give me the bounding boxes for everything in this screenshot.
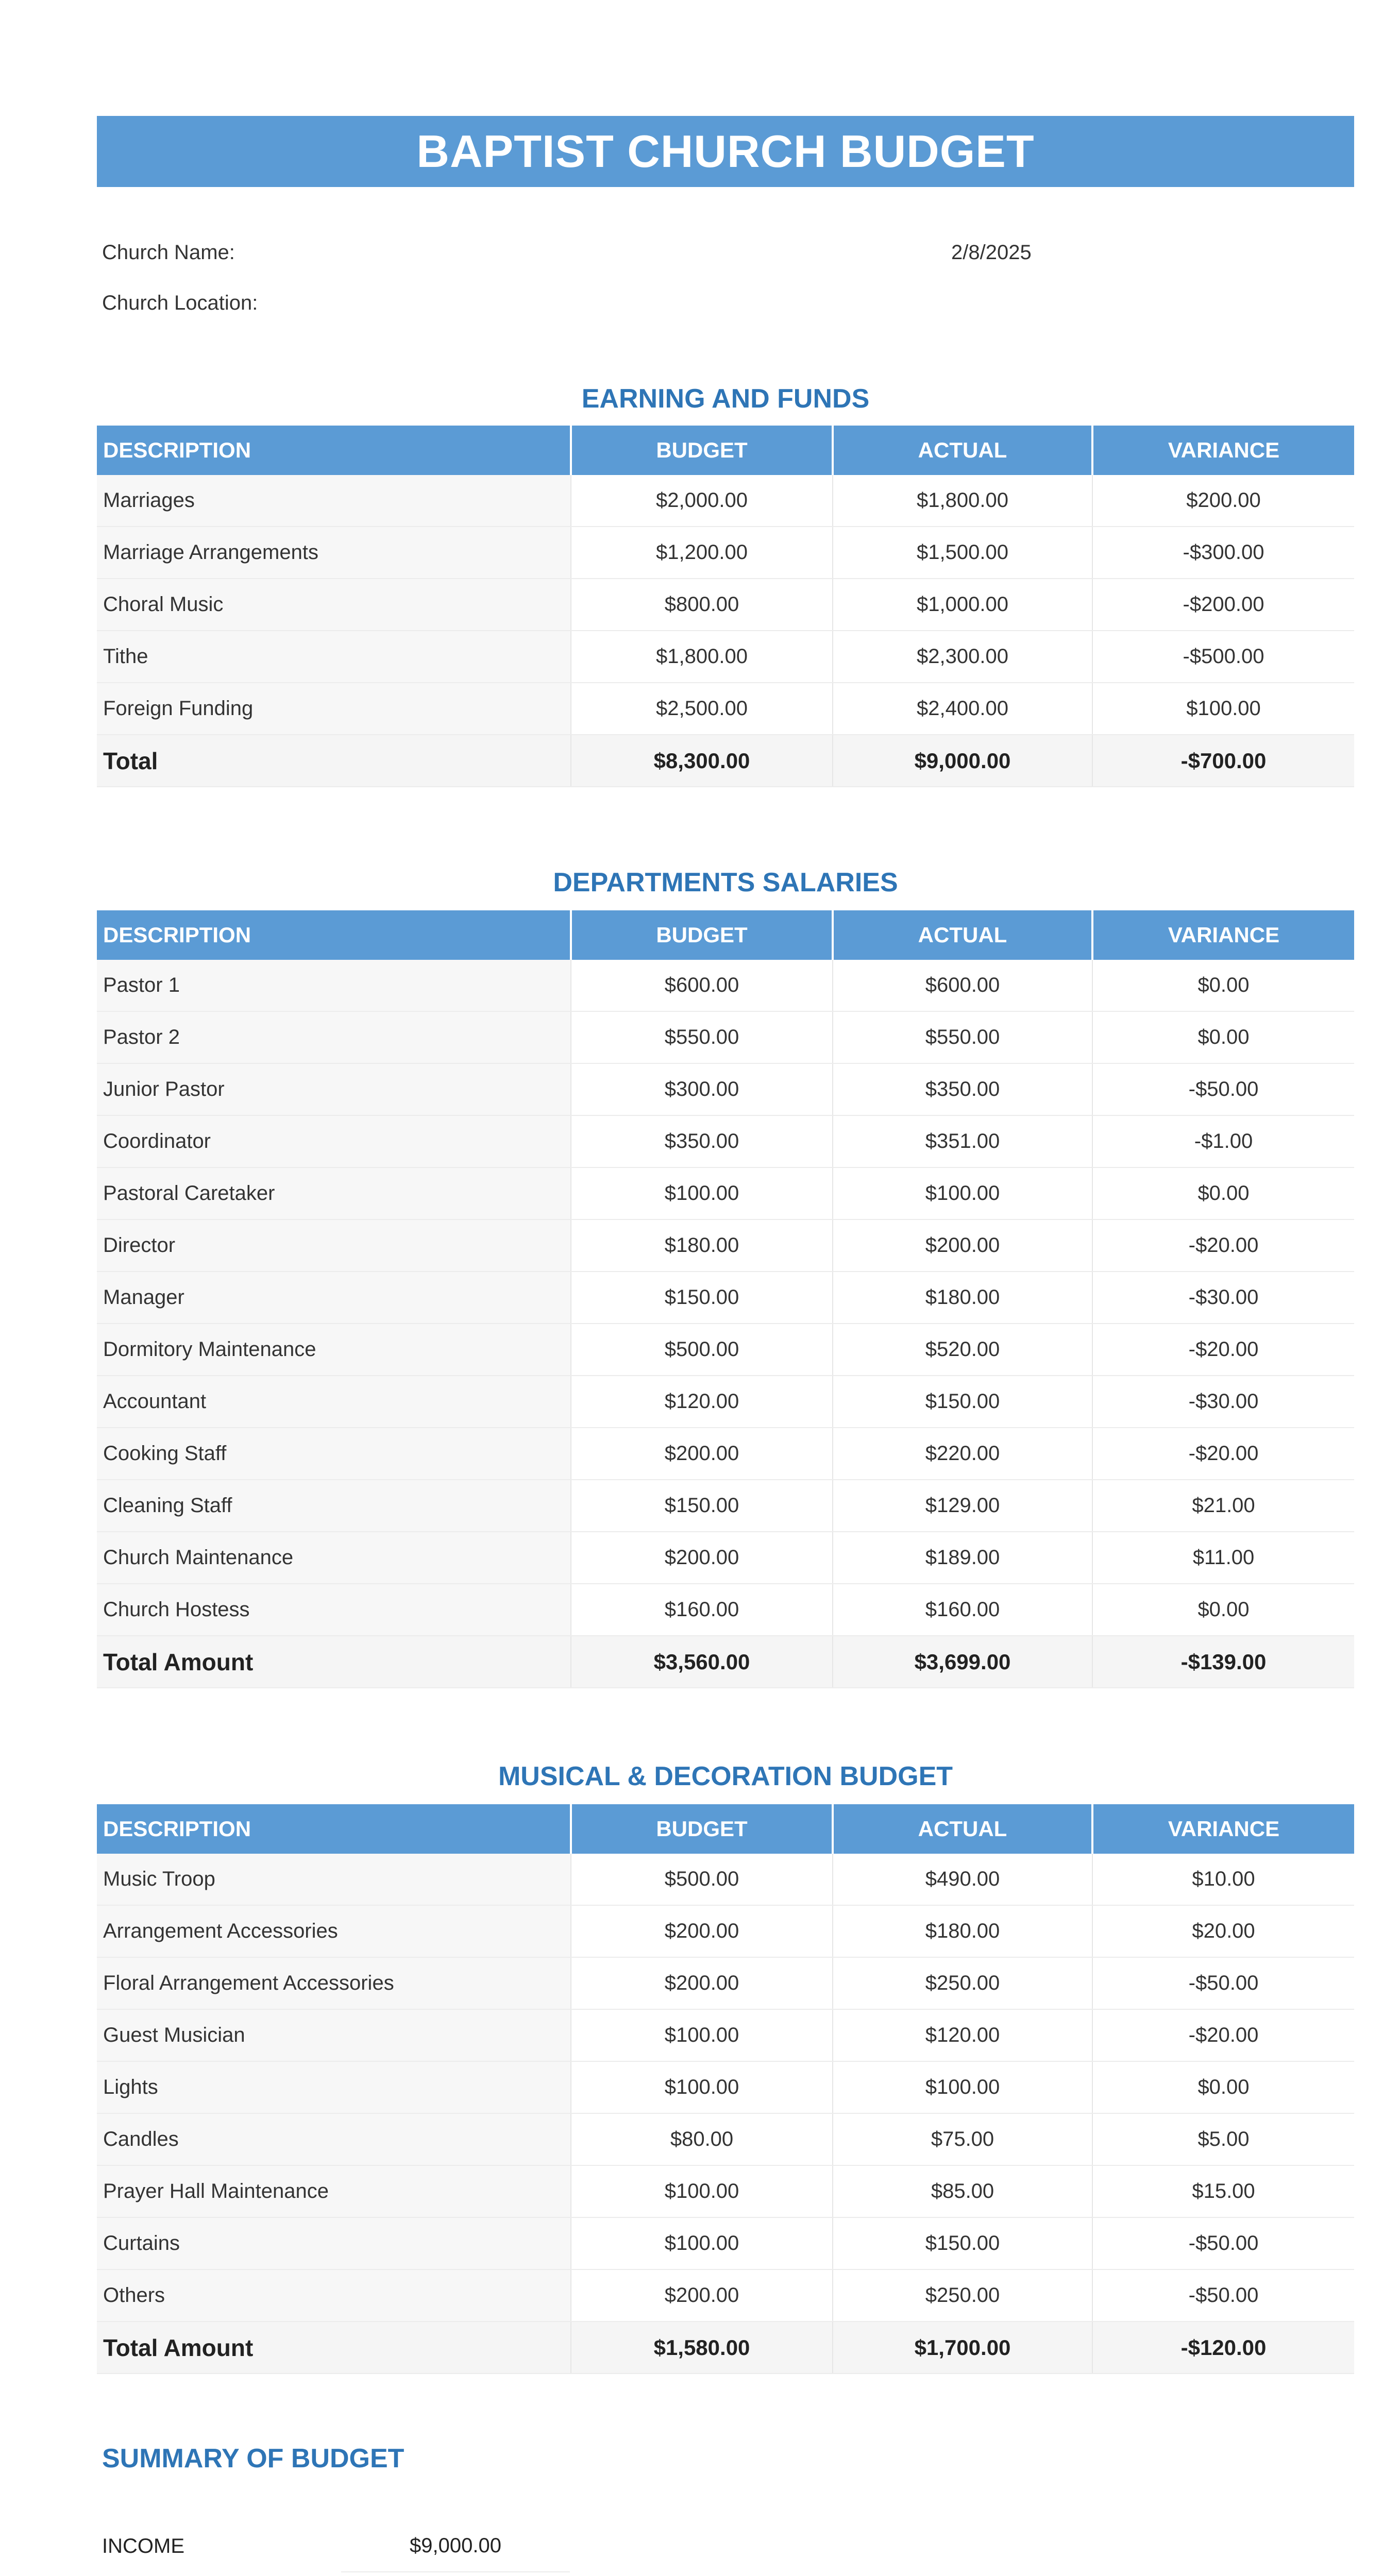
cell-actual: $1,800.00 bbox=[833, 475, 1092, 527]
column-header-description: DESCRIPTION bbox=[97, 1804, 571, 1854]
page-title: BAPTIST CHURCH BUDGET bbox=[97, 116, 1354, 187]
budget-date: 2/8/2025 bbox=[951, 241, 1032, 264]
column-header-budget: BUDGET bbox=[571, 426, 833, 475]
cell-actual: $129.00 bbox=[833, 1480, 1092, 1532]
cell-actual: $180.00 bbox=[833, 1905, 1092, 1957]
summary-section-title: SUMMARY OF BUDGET bbox=[102, 2444, 404, 2473]
cell-budget: $100.00 bbox=[571, 2217, 833, 2269]
church-name-label: Church Name: bbox=[102, 241, 235, 264]
cell-variance: $0.00 bbox=[1092, 1011, 1354, 1063]
salaries-row bbox=[97, 1272, 1354, 1324]
cell-description: Guest Musician bbox=[97, 2009, 571, 2061]
cell-budget: $1,200.00 bbox=[571, 527, 833, 579]
salaries-row bbox=[97, 1324, 1354, 1376]
cell-variance: $15.00 bbox=[1092, 2165, 1354, 2217]
cell-description: Pastoral Caretaker bbox=[97, 1167, 571, 1219]
earnings-row bbox=[97, 579, 1354, 631]
summary-label: INCOME bbox=[102, 2534, 184, 2557]
cell-variance: $0.00 bbox=[1092, 960, 1354, 1011]
cell-variance: -$500.00 bbox=[1092, 631, 1354, 683]
summary-label bbox=[102, 2572, 341, 2576]
cell-budget: $200.00 bbox=[571, 1905, 833, 1957]
musical-row bbox=[97, 2113, 1354, 2165]
column-header-variance: VARIANCE bbox=[1092, 1804, 1354, 1854]
cell-budget: $150.00 bbox=[571, 1480, 833, 1532]
cell-description: Pastor 2 bbox=[97, 1011, 571, 1063]
cell-description: Dormitory Maintenance bbox=[97, 1324, 571, 1376]
cell-variance: -$20.00 bbox=[1092, 1219, 1354, 1272]
cell-variance: $10.00 bbox=[1092, 1854, 1354, 1905]
cell-variance: $0.00 bbox=[1092, 1167, 1354, 1219]
cell-description: Cooking Staff bbox=[97, 1428, 571, 1480]
cell-actual: $220.00 bbox=[833, 1428, 1092, 1480]
total-budget: $8,300.00 bbox=[571, 735, 833, 787]
summary-table bbox=[102, 2520, 570, 2576]
cell-actual: $189.00 bbox=[833, 1532, 1092, 1584]
salaries-section-title: DEPARTMENTS SALARIES bbox=[553, 868, 898, 897]
cell-actual: $1,000.00 bbox=[833, 579, 1092, 631]
cell-actual: $100.00 bbox=[833, 2061, 1092, 2113]
cell-description: Arrangement Accessories bbox=[97, 1905, 571, 1957]
cell-actual: $600.00 bbox=[833, 960, 1092, 1011]
earnings-row bbox=[97, 475, 1354, 527]
cell-variance: -$30.00 bbox=[1092, 1272, 1354, 1324]
cell-description: Cleaning Staff bbox=[97, 1480, 571, 1532]
salaries-table bbox=[97, 910, 1354, 1688]
cell-actual: $75.00 bbox=[833, 2113, 1092, 2165]
cell-actual: $550.00 bbox=[833, 1011, 1092, 1063]
cell-description: Church Hostess bbox=[97, 1584, 571, 1636]
musical-row bbox=[97, 2217, 1354, 2269]
cell-description: Prayer Hall Maintenance bbox=[97, 2165, 571, 2217]
cell-actual: $350.00 bbox=[833, 1063, 1092, 1115]
cell-budget: $160.00 bbox=[571, 1584, 833, 1636]
total-budget: $3,560.00 bbox=[571, 1636, 833, 1688]
earnings-row bbox=[97, 683, 1354, 735]
cell-description: Choral Music bbox=[97, 579, 571, 631]
column-header-description: DESCRIPTION bbox=[97, 426, 571, 475]
cell-variance: -$1.00 bbox=[1092, 1115, 1354, 1167]
cell-variance: $0.00 bbox=[1092, 1584, 1354, 1636]
musical-row bbox=[97, 2165, 1354, 2217]
cell-description: Curtains bbox=[97, 2217, 571, 2269]
musical-row bbox=[97, 1957, 1354, 2009]
cell-budget: $150.00 bbox=[571, 1272, 833, 1324]
salaries-row bbox=[97, 1376, 1354, 1428]
cell-variance: -$50.00 bbox=[1092, 2269, 1354, 2321]
cell-budget: $500.00 bbox=[571, 1854, 833, 1905]
cell-actual: $351.00 bbox=[833, 1115, 1092, 1167]
earnings-row bbox=[97, 527, 1354, 579]
cell-variance: $20.00 bbox=[1092, 1905, 1354, 1957]
salaries-total-row bbox=[97, 1636, 1354, 1688]
musical-row bbox=[97, 1854, 1354, 1905]
cell-description: Junior Pastor bbox=[97, 1063, 571, 1115]
salaries-row bbox=[97, 1011, 1354, 1063]
cell-actual: $490.00 bbox=[833, 1854, 1092, 1905]
cell-variance: -$20.00 bbox=[1092, 1324, 1354, 1376]
cell-description: Director bbox=[97, 1219, 571, 1272]
cell-budget: $120.00 bbox=[571, 1376, 833, 1428]
total-actual: $3,699.00 bbox=[833, 1636, 1092, 1688]
cell-budget: $200.00 bbox=[571, 1957, 833, 2009]
cell-variance: -$200.00 bbox=[1092, 579, 1354, 631]
cell-actual: $150.00 bbox=[833, 2217, 1092, 2269]
cell-actual: $85.00 bbox=[833, 2165, 1092, 2217]
cell-description: Lights bbox=[97, 2061, 571, 2113]
cell-actual: $180.00 bbox=[833, 1272, 1092, 1324]
musical-row bbox=[97, 2009, 1354, 2061]
cell-budget: $350.00 bbox=[571, 1115, 833, 1167]
salaries-row bbox=[97, 1480, 1354, 1532]
cell-actual: $520.00 bbox=[833, 1324, 1092, 1376]
cell-budget: $80.00 bbox=[571, 2113, 833, 2165]
cell-description: Floral Arrangement Accessories bbox=[97, 1957, 571, 2009]
summary-value: $9,000.00 bbox=[341, 2520, 570, 2572]
church-location-label: Church Location: bbox=[102, 292, 258, 314]
earnings-table bbox=[97, 426, 1354, 787]
cell-description: Pastor 1 bbox=[97, 960, 571, 1011]
cell-actual: $250.00 bbox=[833, 2269, 1092, 2321]
cell-variance: -$300.00 bbox=[1092, 527, 1354, 579]
musical-header-row bbox=[97, 1804, 1354, 1854]
salaries-row bbox=[97, 1167, 1354, 1219]
cell-description: Candles bbox=[97, 2113, 571, 2165]
cell-description: Marriages bbox=[97, 475, 571, 527]
total-variance: -$120.00 bbox=[1092, 2321, 1354, 2374]
cell-description: Manager bbox=[97, 1272, 571, 1324]
total-actual: $9,000.00 bbox=[833, 735, 1092, 787]
salaries-row bbox=[97, 1584, 1354, 1636]
cell-actual: $1,500.00 bbox=[833, 527, 1092, 579]
cell-budget: $1,800.00 bbox=[571, 631, 833, 683]
cell-budget: $100.00 bbox=[571, 1167, 833, 1219]
cell-variance: -$30.00 bbox=[1092, 1376, 1354, 1428]
column-header-variance: VARIANCE bbox=[1092, 426, 1354, 475]
earnings-section-title: EARNING AND FUNDS bbox=[581, 384, 870, 414]
cell-budget: $200.00 bbox=[571, 2269, 833, 2321]
total-description: Total Amount bbox=[97, 2321, 571, 2374]
cell-budget: $200.00 bbox=[571, 1428, 833, 1480]
cell-description: Others bbox=[97, 2269, 571, 2321]
cell-budget: $300.00 bbox=[571, 1063, 833, 1115]
cell-variance: $100.00 bbox=[1092, 683, 1354, 735]
earnings-row bbox=[97, 631, 1354, 683]
salaries-row bbox=[97, 1532, 1354, 1584]
salaries-row bbox=[97, 1428, 1354, 1480]
cell-budget: $500.00 bbox=[571, 1324, 833, 1376]
musical-row bbox=[97, 2061, 1354, 2113]
cell-variance: -$20.00 bbox=[1092, 2009, 1354, 2061]
salaries-header-row bbox=[97, 910, 1354, 960]
column-header-budget: BUDGET bbox=[571, 910, 833, 960]
cell-actual: $2,400.00 bbox=[833, 683, 1092, 735]
cell-budget: $600.00 bbox=[571, 960, 833, 1011]
cell-actual: $160.00 bbox=[833, 1584, 1092, 1636]
total-description: Total bbox=[97, 735, 571, 787]
salaries-row bbox=[97, 1115, 1354, 1167]
salaries-row bbox=[97, 1063, 1354, 1115]
total-variance: -$139.00 bbox=[1092, 1636, 1354, 1688]
total-description: Total Amount bbox=[97, 1636, 571, 1688]
earnings-total-row bbox=[97, 735, 1354, 787]
cell-actual: $200.00 bbox=[833, 1219, 1092, 1272]
summary-row bbox=[102, 2572, 570, 2576]
cell-variance: -$50.00 bbox=[1092, 1957, 1354, 2009]
total-actual: $1,700.00 bbox=[833, 2321, 1092, 2374]
cell-variance: -$20.00 bbox=[1092, 1428, 1354, 1480]
cell-budget: $100.00 bbox=[571, 2061, 833, 2113]
cell-actual: $150.00 bbox=[833, 1376, 1092, 1428]
cell-budget: $2,000.00 bbox=[571, 475, 833, 527]
cell-description: Accountant bbox=[97, 1376, 571, 1428]
cell-budget: $800.00 bbox=[571, 579, 833, 631]
cell-description: Church Maintenance bbox=[97, 1532, 571, 1584]
cell-actual: $2,300.00 bbox=[833, 631, 1092, 683]
cell-description: Tithe bbox=[97, 631, 571, 683]
summary-value bbox=[341, 2572, 570, 2576]
musical-row bbox=[97, 2269, 1354, 2321]
column-header-variance: VARIANCE bbox=[1092, 910, 1354, 960]
cell-budget: $550.00 bbox=[571, 1011, 833, 1063]
cell-description: Music Troop bbox=[97, 1854, 571, 1905]
musical-total-row bbox=[97, 2321, 1354, 2374]
musical-row bbox=[97, 1905, 1354, 1957]
column-header-actual: ACTUAL bbox=[833, 1804, 1092, 1854]
cell-actual: $120.00 bbox=[833, 2009, 1092, 2061]
musical-table bbox=[97, 1804, 1354, 2374]
total-variance: -$700.00 bbox=[1092, 735, 1354, 787]
earnings-header-row bbox=[97, 426, 1354, 475]
total-budget: $1,580.00 bbox=[571, 2321, 833, 2374]
cell-variance: $21.00 bbox=[1092, 1480, 1354, 1532]
summary-row bbox=[102, 2520, 570, 2572]
column-header-description: DESCRIPTION bbox=[97, 910, 571, 960]
cell-budget: $200.00 bbox=[571, 1532, 833, 1584]
cell-variance: $5.00 bbox=[1092, 2113, 1354, 2165]
cell-budget: $100.00 bbox=[571, 2165, 833, 2217]
cell-variance: $0.00 bbox=[1092, 2061, 1354, 2113]
cell-budget: $100.00 bbox=[571, 2009, 833, 2061]
salaries-row bbox=[97, 960, 1354, 1011]
cell-variance: -$50.00 bbox=[1092, 1063, 1354, 1115]
cell-actual: $250.00 bbox=[833, 1957, 1092, 2009]
salaries-row bbox=[97, 1219, 1354, 1272]
cell-description: Marriage Arrangements bbox=[97, 527, 571, 579]
cell-variance: $200.00 bbox=[1092, 475, 1354, 527]
column-header-actual: ACTUAL bbox=[833, 910, 1092, 960]
musical-section-title: MUSICAL & DECORATION BUDGET bbox=[498, 1761, 953, 1791]
column-header-actual: ACTUAL bbox=[833, 426, 1092, 475]
cell-actual: $100.00 bbox=[833, 1167, 1092, 1219]
cell-variance: -$50.00 bbox=[1092, 2217, 1354, 2269]
cell-budget: $180.00 bbox=[571, 1219, 833, 1272]
cell-description: Coordinator bbox=[97, 1115, 571, 1167]
column-header-budget: BUDGET bbox=[571, 1804, 833, 1854]
cell-variance: $11.00 bbox=[1092, 1532, 1354, 1584]
cell-description: Foreign Funding bbox=[97, 683, 571, 735]
cell-budget: $2,500.00 bbox=[571, 683, 833, 735]
